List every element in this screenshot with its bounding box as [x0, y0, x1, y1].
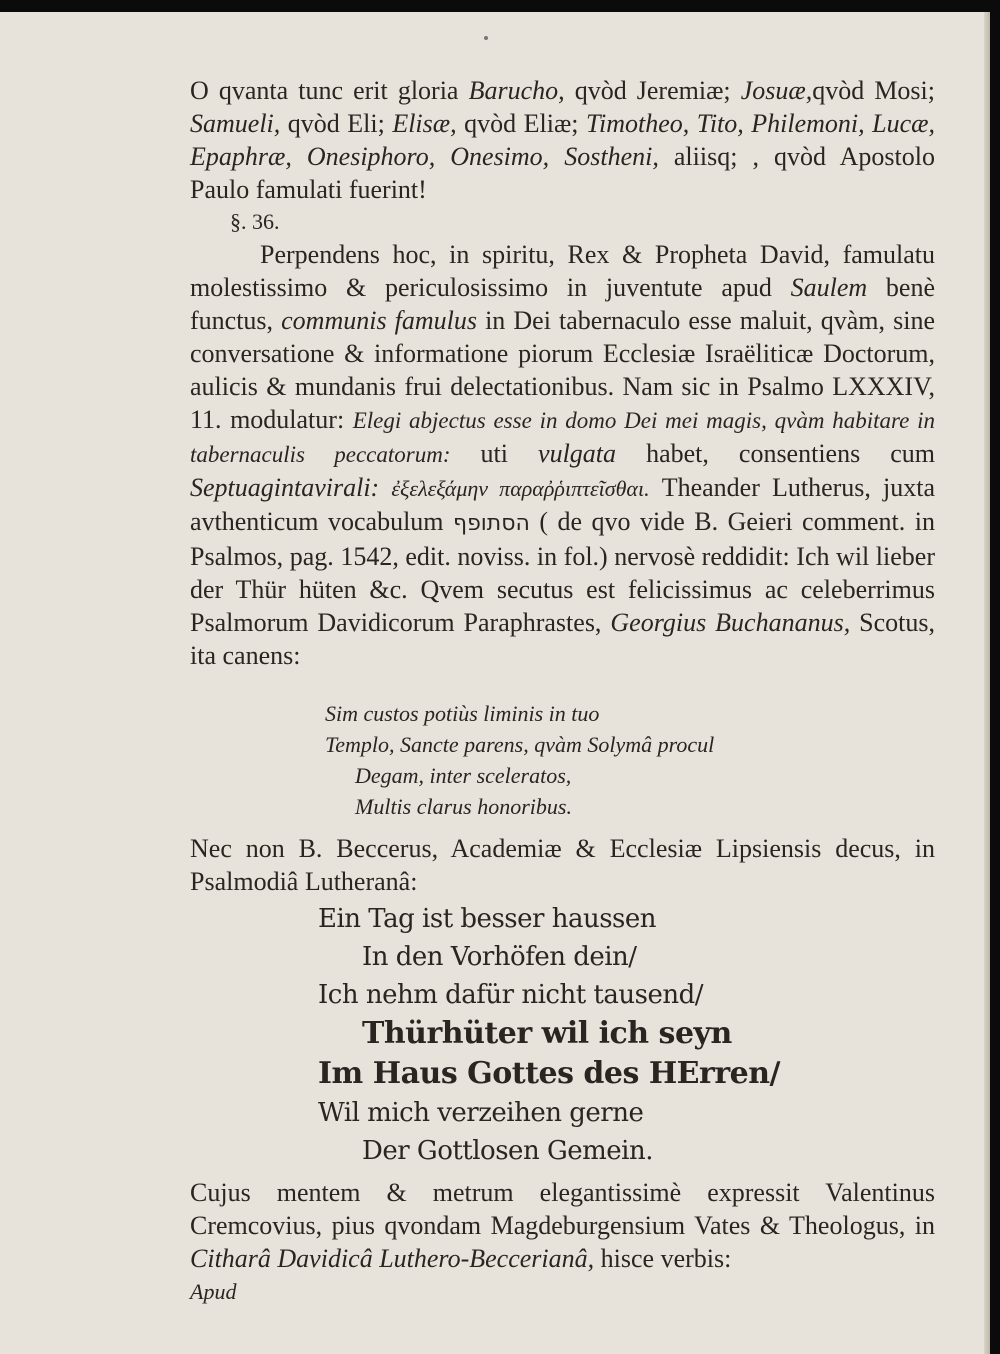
verse-line: Im Haus Gottes des HErren/: [318, 1056, 780, 1091]
verse-line: Der Gottlosen Gemein.: [362, 1136, 653, 1166]
verse-line: Templo, Sancte parens, qvàm Solymâ procul: [325, 732, 715, 757]
verse-line: Ich nehm dafür nicht tausend/: [318, 980, 703, 1010]
page-speck: [484, 36, 488, 40]
verse-line: In den Vorhöfen dein/: [362, 942, 637, 972]
hebrew-word: הסתופף: [453, 511, 530, 536]
catchword: Apud: [190, 1279, 237, 1304]
paragraph-3: Nec non B. Beccerus, Academiæ & Ecclesiæ Lipsiensis decus, in Psalmodiâ Lutheranâ:: [190, 834, 935, 896]
verse-line: Ein Tag ist besser haussen: [318, 904, 657, 934]
paragraph-4: Cujus mentem & metrum elegantissimè expressit Valentinus Cremcovius, pius qvondam Magdeburgensium Vates & Theologus, in Citharâ Davidicâ Luthero-Beccerianâ, hisce verbis:: [190, 1178, 935, 1273]
verse-line: Sim custos potiùs liminis in tuo: [325, 701, 600, 726]
paragraph-2: Perpendens hoc, in spiritu, Rex & Propheta David, famulatu molestissimo & periculosissimo in juventute apud Saulem benè functus, communis famulus in Dei tabernaculo esse maluit, qvàm, sine conversatione & informatione piorum Ecclesiæ Israëliticæ Doctorum, aulicis & mundanis frui delectationibus. Nam sic in Psalmo LXXXIV, 11. modulatur: Elegi abjectus esse in domo Dei mei magis, qvàm habitare in tabernaculis peccatorum: uti vulgata habet, consentiens cum Septuagintavirali: ἐξελεξάμην παραῤῥιπτεῖσθαι. Theander Lutherus, juxta avthenticum vocabulum הסתופף ( de qvo vide B. Geieri comment. in Psalmos, pag. 1542, edit. noviss. in fol.) nervosè reddidit: Ich wil lieber der Thür hüten &c. Qvem secutus est felicissimus ac celeberrimus Psalmorum Davidicorum Paraphrastes, Georgius Buchananus, Scotus, ita canens:: [190, 240, 936, 670]
verse-line: Multis clarus honoribus.: [355, 794, 572, 819]
book-page: [0, 12, 990, 1354]
verse-line: Thürhüter wil ich seyn: [362, 1016, 732, 1051]
german-verse: [190, 900, 935, 1170]
latin-verse: [190, 698, 935, 822]
page-text: [190, 74, 935, 1308]
greek-quote: ἐξελεξάμην παραῤῥιπτεῖσθαι.: [391, 476, 650, 501]
verse-line: Wil mich verzeihen gerne: [318, 1098, 644, 1128]
paragraph-1: O qvanta tunc erit gloria Barucho, qvòd Jeremiæ; Josuæ,qvòd Mosi; Samueli, qvòd Eli; Elisæ, qvòd Eliæ; Timotheo, Tito, Philemoni, Lucæ, Epaphræ, Onesiphoro, Onesimo, Sostheni, aliisq; , qvòd Apostolo Paulo famulati fuerint!: [190, 76, 936, 204]
german-quote: Ich wil lieber der Thür hüten &c.: [190, 542, 935, 604]
section-number: §. 36.: [230, 209, 280, 234]
verse-line: Degam, inter sceleratos,: [355, 763, 572, 788]
